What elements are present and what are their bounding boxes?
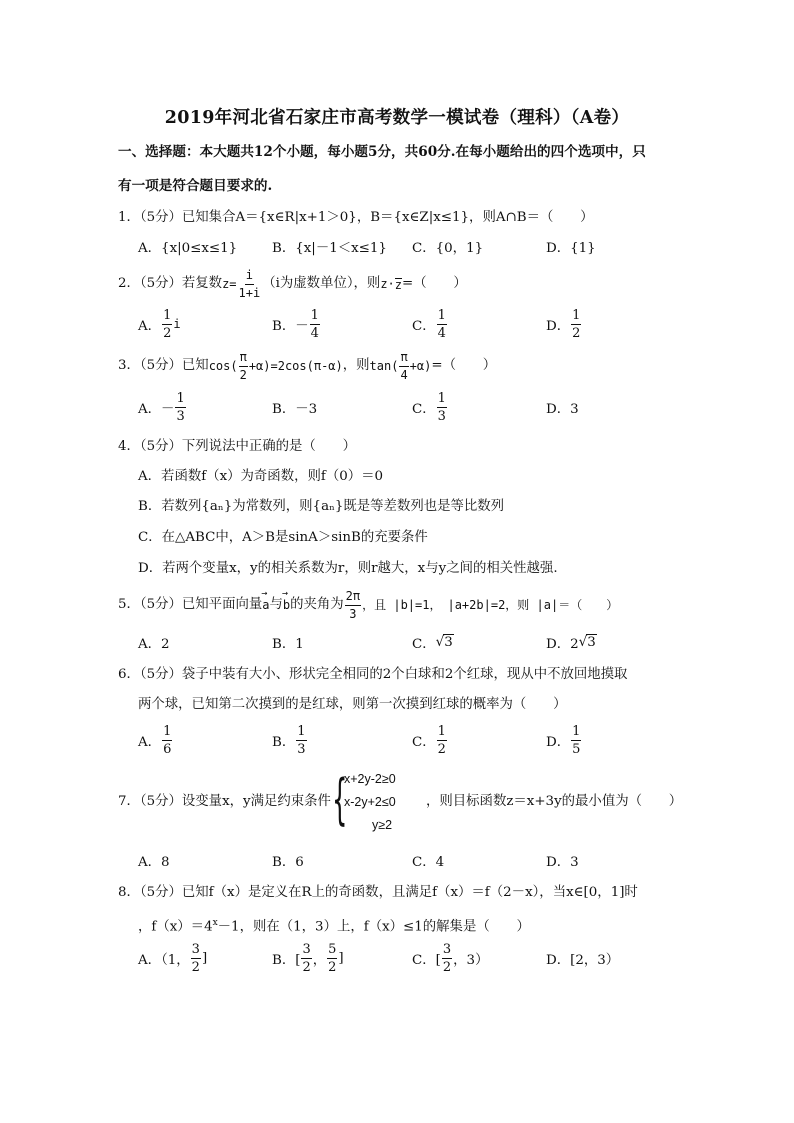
q3-cos-open: cos( xyxy=(208,359,238,373)
question-1-stem: 1．（5分）已知集合A＝{x∈R|x+1＞0}，B＝{x∈Z|x≤1}，则A∩B＝（ ） xyxy=(118,210,594,225)
question-6-options xyxy=(138,720,678,760)
q3-a-num: 1 xyxy=(176,390,185,406)
q3-cos-rest: +α)=2cos(π-α) xyxy=(248,359,343,373)
question-3-stem xyxy=(118,349,688,383)
q8-c-frac xyxy=(442,942,452,975)
q7-option-c: C．4 xyxy=(412,854,445,870)
question-3-options xyxy=(138,387,678,427)
q2-mid: （i为虚数单位），则 xyxy=(262,276,381,291)
q8-a-den: 2 xyxy=(191,959,200,975)
q2-option-c xyxy=(412,304,448,344)
q1-option-b: B．{x|－1＜x≤1} xyxy=(272,240,387,256)
q8-a-post: ] xyxy=(201,950,208,966)
q8-b-pre: B．[ xyxy=(272,952,301,968)
page-title: 2019年河北省石家庄市高考数学一模试卷（理科）（A卷） xyxy=(164,108,630,128)
q2-option-a-label: A． xyxy=(138,318,162,334)
q7-option-a: A．8 xyxy=(138,854,170,870)
q8-c-num: 3 xyxy=(442,941,452,957)
q3-option-c-label: C． xyxy=(412,401,436,417)
q2-option-d xyxy=(546,304,582,344)
q5-d-sqrt: 3 xyxy=(587,635,596,650)
q7-option-b: B．6 xyxy=(272,854,304,870)
q3-option-c xyxy=(412,387,448,427)
q4-option-d: D．若两个变量x，y的相关系数为r，则r越大，x与y之间的相关性越强. xyxy=(138,561,558,576)
q8-b-mid: ， xyxy=(312,952,327,968)
q5-angle-frac xyxy=(345,589,361,622)
q2-option-b-label: B．－ xyxy=(272,318,309,334)
q5-and: 与 xyxy=(269,597,283,612)
q5-f-num: 2π xyxy=(345,589,361,606)
q3-option-a xyxy=(138,387,187,427)
q1-option-c: C．{0，1} xyxy=(412,240,484,256)
q5-option-d xyxy=(546,622,597,662)
question-2-stem xyxy=(118,268,688,300)
q6-c-frac xyxy=(437,724,447,757)
q8-a-pre: A．（1， xyxy=(138,952,190,968)
q2-option-a xyxy=(138,304,181,344)
q2-zz: z· xyxy=(380,277,395,291)
q8-option-a xyxy=(138,938,207,978)
q3-f1-num: π xyxy=(239,350,248,367)
q8-b-den2: 2 xyxy=(328,959,337,975)
section-heading-line1: 一、选择题：本大题共12个小题，每小题5分，共60分.在每小题给出的四个选项中，只 xyxy=(118,144,646,160)
sqrt-icon: √ xyxy=(435,634,445,650)
q2-option-b-frac xyxy=(310,308,320,341)
q5-vector-a: → a xyxy=(262,594,269,616)
q2-a-num: 1 xyxy=(163,307,172,323)
question-7-suffix: ，则目标函数z＝x+3y的最小值为（ ） xyxy=(426,794,683,809)
q3-option-d: D．3 xyxy=(546,401,579,417)
question-5-stem xyxy=(118,588,688,622)
q5-option-b: B．1 xyxy=(272,636,304,652)
q4-option-b: B．若数列{aₙ}为常数列，则{aₙ}既是等差数列也是等比数列 xyxy=(138,499,505,514)
q2-prefix: 2．（5分）若复数 xyxy=(118,276,223,291)
q6-option-d xyxy=(546,720,582,760)
q6-option-a xyxy=(138,720,173,760)
q8-option-d: D．[2，3） xyxy=(546,952,620,968)
question-6-line1: 6．（5分）袋子中装有大小、形状完全相同的2个白球和2个红球，现从中不放回地摸取 xyxy=(118,667,628,682)
q8-line2-b: －1，则在（1，3）上，f（x）≤1的解集是（ ） xyxy=(217,919,530,935)
question-8-options xyxy=(138,938,678,978)
q3-option-a-frac xyxy=(175,391,185,424)
q8-c-pre: C．[ xyxy=(412,952,441,968)
q2-suffix: =（ ） xyxy=(402,276,467,291)
q7-option-d: D．3 xyxy=(546,854,579,870)
question-8-line1: 8．（5分）已知f（x）是定义在R上的奇函数，且满足f（x）＝f（2－x），当x∈[0，1]时 xyxy=(118,885,638,900)
q3-a-den: 3 xyxy=(176,408,185,424)
q8-line2-sup: x xyxy=(212,918,218,928)
question-6-line2: 两个球，已知第二次摸到的是红球，则第一次摸到红球的概率为（ ） xyxy=(138,697,567,712)
q2-a-den: 2 xyxy=(163,325,172,341)
q6-a-num: 1 xyxy=(163,723,172,739)
q5-cond1: ，且 |b|=1， xyxy=(362,598,442,612)
q5-vector-b: → b xyxy=(283,594,290,616)
question-5-options xyxy=(138,622,678,662)
q2-option-c-frac xyxy=(437,308,447,341)
q8-b-num2: 5 xyxy=(328,941,337,957)
q2-z-eq: z= xyxy=(222,277,237,291)
q5-cond2-b: b|=2 xyxy=(476,598,506,612)
question-8-line2 xyxy=(138,912,688,938)
q2-d-num: 1 xyxy=(572,307,581,323)
q5-c-sqrt: 3 xyxy=(444,635,453,650)
constraint-1: x+2y-2≥0 xyxy=(344,772,396,786)
q3-c-num: 1 xyxy=(437,390,446,406)
q3-suffix: =（ ） xyxy=(431,358,497,373)
q6-a-den: 6 xyxy=(163,741,172,757)
q6-option-b xyxy=(272,720,308,760)
q2-d-den: 2 xyxy=(572,325,581,341)
q3-option-a-label: A．－ xyxy=(138,401,175,417)
q2-frac-num: i xyxy=(245,268,254,285)
q8-b-num1: 3 xyxy=(302,941,311,957)
q2-frac-den: 1+i xyxy=(238,285,261,300)
q6-c-label: C． xyxy=(412,734,436,750)
q3-f1-den: 2 xyxy=(239,367,247,382)
q2-a-tail: i xyxy=(173,317,181,331)
q1-option-d: D．{1} xyxy=(546,240,596,256)
q2-b-den: 4 xyxy=(310,325,319,341)
q2-fraction xyxy=(238,268,262,301)
q6-a-label: A． xyxy=(138,734,162,750)
q8-a-frac xyxy=(191,942,201,975)
q3-frac-2 xyxy=(399,350,408,383)
q8-b-post: ] xyxy=(338,950,344,966)
q8-option-b xyxy=(272,938,344,978)
q6-d-den: 5 xyxy=(572,741,581,757)
q4-option-a: A．若函数f（x）为奇函数，则f（0）＝0 xyxy=(138,469,384,484)
q1-option-a: A．{x|0≤x≤1} xyxy=(138,240,238,256)
sqrt-icon: √ xyxy=(578,634,588,650)
q3-prefix: 3．（5分）已知 xyxy=(118,358,209,373)
q6-a-frac xyxy=(162,724,172,757)
q3-mid: ，则 xyxy=(342,358,370,373)
q5-then: ，则 |a|＝（ ） xyxy=(505,598,619,612)
q3-tan-rest: +α) xyxy=(409,359,432,373)
q5-option-d-label: D．2 xyxy=(546,636,579,652)
question-1-options xyxy=(138,226,678,266)
q6-option-c xyxy=(412,720,448,760)
brace-icon: { xyxy=(332,768,348,831)
section-heading-line2: 有一项是符合题目要求的. xyxy=(118,178,273,194)
q6-b-label: B． xyxy=(272,734,296,750)
q2-zbar: z xyxy=(394,277,403,292)
q5-option-c xyxy=(412,622,454,662)
q6-c-den: 2 xyxy=(437,741,446,757)
q8-c-post: ，3） xyxy=(453,952,489,968)
q3-c-den: 3 xyxy=(437,408,446,424)
question-7-options xyxy=(138,840,678,880)
q5-f-den: 3 xyxy=(349,606,357,621)
q2-option-d-frac xyxy=(571,308,581,341)
q3-option-c-frac xyxy=(437,391,447,424)
q6-d-num: 1 xyxy=(572,723,581,739)
question-2-options xyxy=(138,304,678,344)
q2-option-c-label: C． xyxy=(412,318,436,334)
q5-cond2-a: |a+2 xyxy=(447,598,477,612)
q5-prefix: 5．（5分）已知平面向量 xyxy=(118,597,263,612)
q8-b-den1: 2 xyxy=(302,959,311,975)
q6-b-num: 1 xyxy=(297,723,306,739)
q3-option-b: B．－3 xyxy=(272,401,318,417)
q8-b-frac2 xyxy=(327,942,337,975)
question-7-prefix: 7．（5分）设变量x，y满足约束条件 xyxy=(118,794,331,809)
q2-c-num: 1 xyxy=(437,307,446,323)
q5-angle-text: 的夹角为 xyxy=(290,597,344,612)
constraint-2: x-2y+2≤0 xyxy=(344,795,396,809)
q3-tan-open: tan( xyxy=(369,359,399,373)
question-4-stem: 4．（5分）下列说法中正确的是（ ） xyxy=(118,439,356,454)
q8-line2-a: ，f（x）＝4 xyxy=(138,919,213,935)
q8-c-den: 2 xyxy=(442,959,452,975)
q6-d-label: D． xyxy=(546,734,571,750)
q2-b-num: 1 xyxy=(310,307,319,323)
q2-c-den: 4 xyxy=(437,325,446,341)
q2-option-a-frac xyxy=(162,308,172,341)
q3-f2-num: π xyxy=(399,350,408,367)
q8-b-frac1 xyxy=(301,942,311,975)
q6-d-frac xyxy=(571,724,581,757)
q3-f2-den: 4 xyxy=(400,367,408,382)
q5-option-c-label: C． xyxy=(412,636,436,652)
q5-option-a: A．2 xyxy=(138,636,170,652)
q2-option-d-label: D． xyxy=(546,318,571,334)
q2-option-b xyxy=(272,304,321,344)
q6-b-frac xyxy=(296,724,306,757)
q6-b-den: 3 xyxy=(297,741,306,757)
constraint-3: y≥2 xyxy=(372,818,393,832)
q3-frac-1 xyxy=(239,350,248,383)
q4-option-c: C．在△ABC中，A＞B是sinA＞sinB的充要条件 xyxy=(138,530,428,545)
q8-a-num: 3 xyxy=(191,941,200,957)
q8-option-c xyxy=(412,938,488,978)
q6-c-num: 1 xyxy=(437,723,446,739)
